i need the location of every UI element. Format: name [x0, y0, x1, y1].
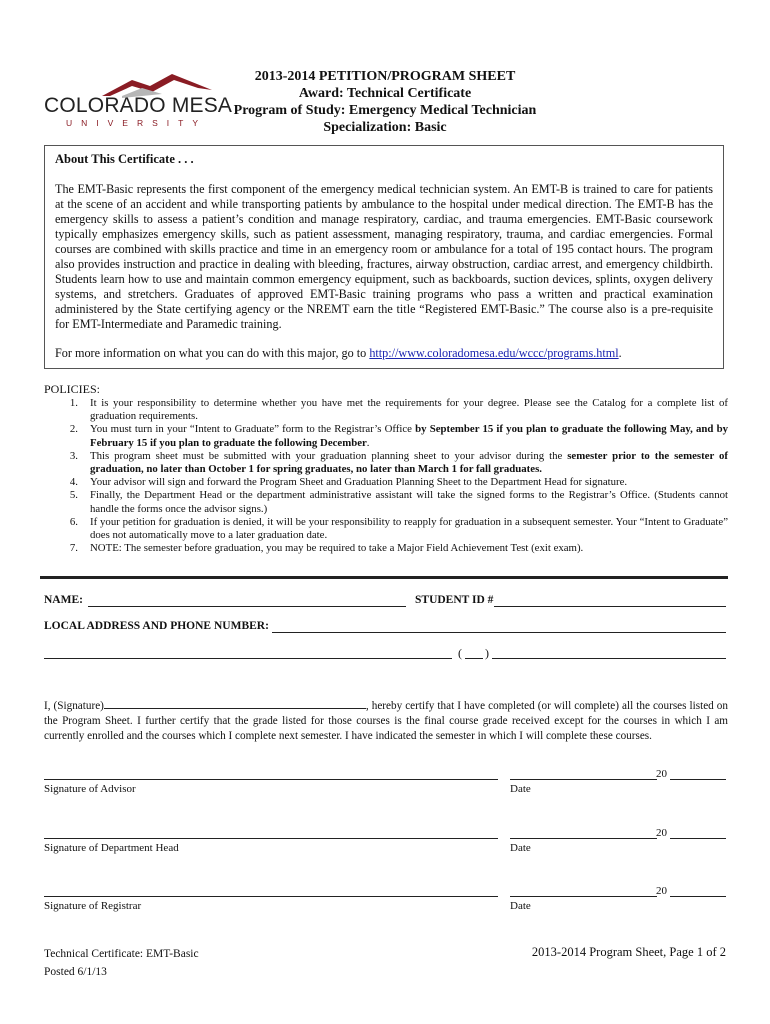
advisor-year-field[interactable]	[670, 779, 726, 780]
policy-number: 7.	[69, 542, 78, 555]
date-caption: Date	[510, 900, 531, 912]
advisor-date-field[interactable]	[510, 779, 657, 780]
title-line: Specialization: Basic	[323, 120, 447, 135]
address-field-line2[interactable]	[44, 658, 452, 659]
date-caption: Date	[510, 783, 531, 795]
policy-item	[44, 476, 728, 489]
policy-number: 1.	[69, 397, 78, 409]
policy-text-after: .	[366, 436, 370, 449]
advisor-signature-field[interactable]	[44, 779, 498, 780]
about-body: The EMT-Basic represents the first component of the emergency medical technician system. An EMT-B is trained to care for patients at the scene of an accident and while transporting patients by ambulance to the hospital under medical direction. The EMT-B has the emergency skills to assess a patient’s condition and manage respiratory, cardiac, and trauma emergencies. EMT-Basic coursework typically emphasizes emergency skills, such as patient assessment, managing respiratory, trauma, and cardiac emergencies. Formal courses are combined with skills practice and time in an emergency room or ambulance for a total of 195 contact hours. The program also provides instruction and practice in dealing with bleeding, fractures, airway obstruction, cardiac arrest, and emergency childbirth. Students learn how to use and maintain common emergency equipment, such as backboards, suction devices, splints, oxygen delivery systems, and stretchers. Graduates of approved EMT-Basic training programs who pass a written and practical examination administered by the State certifying agency or the NREMT earn the title “Registered EMT-Basic.” The course also is a pre-requisite for EMT-Intermediate and Paramedic training.	[55, 182, 713, 331]
dept-head-signature-field[interactable]	[44, 838, 498, 839]
policy-text-bold: by September 15 if you plan to graduate the following May, and by February 15 if you plan to graduate the following December	[90, 423, 728, 449]
name-field[interactable]	[88, 606, 406, 607]
more-info-suffix: .	[618, 346, 622, 360]
name-label: NAME:	[44, 594, 83, 606]
policies-list	[44, 397, 728, 555]
policy-text: It is your responsibility to determine whether you have met the requirements for your degree. Please see the Catalog for a complete list of graduation requirements.	[90, 397, 728, 423]
more-info-text: For more information on what you can do with this major, go to	[55, 346, 370, 360]
certification-statement	[44, 697, 728, 744]
page-title	[200, 68, 570, 136]
cert-text: , hereby certify that I have completed (or will complete) all the courses listed on the Program Sheet. I further certify that the grade listed for those courses is the final course grade received except for the courses in which I am currently enrolled and the courses which I complete next semester. I have indicated the semester in which I will complete these courses.	[44, 700, 728, 742]
phone-open-paren: (	[458, 646, 462, 660]
policy-number: 6.	[69, 515, 78, 528]
more-info-line	[55, 346, 622, 361]
policy-number: 2.	[69, 423, 78, 436]
policy-item	[44, 397, 728, 423]
registrar-signature-caption: Signature of Registrar	[44, 900, 142, 912]
about-certificate-box	[44, 145, 724, 369]
section-divider	[40, 576, 728, 579]
policies-heading: POLICIES:	[44, 382, 101, 396]
footer-page-number: 2013-2014 Program Sheet, Page 1 of 2	[531, 945, 726, 959]
footer-posted: Posted 6/1/13	[44, 966, 107, 978]
policy-number: 5.	[69, 489, 78, 502]
address-label: LOCAL ADDRESS AND PHONE NUMBER:	[44, 620, 269, 632]
logo-wordmark: COLORADO MESA	[44, 94, 233, 117]
title-line: 2013-2014 PETITION/PROGRAM SHEET	[254, 69, 516, 84]
year-prefix: 20	[656, 885, 667, 897]
programs-link[interactable]: http://www.coloradomesa.edu/wccc/programs.html	[369, 346, 619, 360]
policy-text	[90, 450, 728, 476]
university-logo	[44, 72, 233, 132]
title-line: Program of Study: Emergency Medical Technician	[233, 103, 537, 118]
policy-item	[44, 516, 728, 542]
policy-text	[90, 423, 728, 449]
registrar-signature-field[interactable]	[44, 896, 498, 897]
cert-prefix: I, (Signature)	[44, 700, 104, 712]
title-line: Award: Technical Certificate	[298, 86, 472, 101]
policy-text-bold: semester prior to the semester of graduation, no later than October 1 for spring graduates, no later than March 1 for fall graduates.	[90, 449, 728, 476]
logo-university: UNIVERSITY	[66, 118, 208, 128]
cert-signature-field[interactable]	[104, 697, 366, 709]
footer-program: Technical Certificate: EMT-Basic	[44, 948, 199, 960]
dept-head-date-field[interactable]	[510, 838, 657, 839]
policy-text: If your petition for graduation is denied, it will be your responsibility to reapply for graduation in a subsequent semester. Your “Intent to Graduate” does not automatically move to a later graduation date.	[90, 515, 728, 542]
date-caption: Date	[510, 842, 531, 854]
policy-item	[44, 450, 728, 476]
year-prefix: 20	[656, 827, 667, 839]
address-field[interactable]	[272, 632, 726, 633]
phone-close-paren: )	[485, 646, 489, 660]
footer-left	[44, 945, 199, 981]
policy-text: Finally, the Department Head or the department administrative assistant will take the signed forms to the Registrar’s Office. (Students cannot handle the forms once the advisor signs.)	[90, 489, 728, 515]
registrar-year-field[interactable]	[670, 896, 726, 897]
policy-number: 4.	[69, 476, 78, 489]
registrar-date-field[interactable]	[510, 896, 657, 897]
policy-number: 3.	[69, 449, 78, 462]
student-id-label: STUDENT ID #	[415, 594, 494, 606]
policy-text: NOTE: The semester before graduation, you may be required to take a Major Field Achievement Test (exit exam).	[90, 542, 584, 555]
policy-text-plain: This program sheet must be submitted with your graduation planning sheet to your advisor during the	[90, 449, 568, 462]
area-code-field[interactable]	[465, 658, 483, 659]
policy-item	[44, 542, 728, 555]
policy-item	[44, 423, 728, 449]
policy-text-plain: You must turn in your “Intent to Graduate” form to the Registrar’s Office	[90, 423, 416, 436]
policy-text: Your advisor will sign and forward the Program Sheet and Graduation Planning Sheet to the Department Head for signature.	[90, 476, 628, 489]
dept-head-signature-caption: Signature of Department Head	[44, 842, 179, 854]
policy-item	[44, 489, 728, 515]
phone-field[interactable]	[492, 658, 726, 659]
student-id-field[interactable]	[494, 606, 726, 607]
dept-head-year-field[interactable]	[670, 838, 726, 839]
about-heading: About This Certificate . . .	[55, 152, 194, 166]
year-prefix: 20	[656, 768, 667, 780]
advisor-signature-caption: Signature of Advisor	[44, 783, 136, 795]
